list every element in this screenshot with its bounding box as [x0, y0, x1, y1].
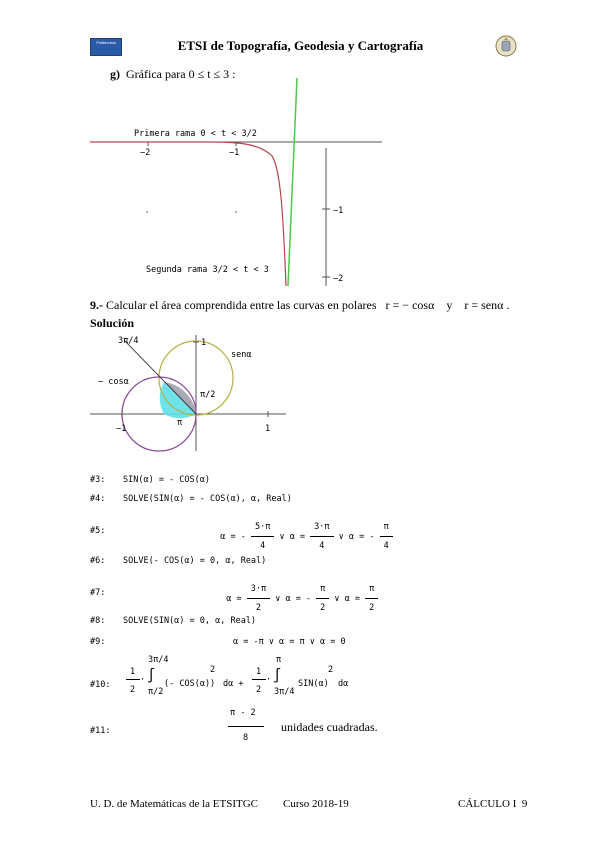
label-pi: π [177, 418, 183, 428]
page-number: 9 [521, 798, 528, 810]
ray-3pi4 [124, 340, 196, 414]
label-sen: senα [231, 350, 252, 360]
label-primera-rama: Primera rama 0 < t < 3/2 [134, 129, 257, 139]
expr-11-denominator: 8 [243, 733, 249, 743]
label-3pi4: 3π/4 [118, 336, 139, 346]
expr-11-unit: unidades cuadradas. [281, 720, 378, 734]
expr-9-number: #9: [90, 637, 106, 647]
x-tick-neg2: −2 [140, 148, 151, 158]
page-header-title: ETSI de Topografía, Geodesia y Cartografía [177, 38, 424, 53]
footer-left: U. D. de Matemáticas de la ETSITGC [90, 798, 259, 810]
expr-11-fraction-bar [228, 726, 264, 727]
footer-center: Curso 2018-19 [283, 798, 349, 810]
school-crest-icon [494, 34, 518, 58]
expr-5: α = - $\frac{5\cdot\pi}{4}$ ∨ α = $\frac{3\cdot\pi}{4}$ ∨ α = - $\frac{\pi}{4}$ [210, 512, 393, 551]
label-pi2: π/2 [200, 390, 216, 400]
expr-8: SOLVE(SIN(α) = 0, α, Real) [123, 616, 257, 626]
expr-4: SOLVE(SIN(α) = - COS(α), α, Real) [123, 494, 292, 504]
label-neg-cos: − cosα [98, 377, 129, 387]
x-tick-1: 1 [265, 424, 271, 434]
label-segunda-rama: Segunda rama 3/2 < t < 3 [146, 265, 269, 275]
y-tick-neg2: −2 [333, 274, 344, 284]
expr-7-number: #7: [90, 588, 106, 598]
segunda-rama-curve [288, 78, 297, 286]
expr-8-number: #8: [90, 616, 106, 626]
expr-10-number: #10: [90, 680, 111, 690]
expr-7: α = $\frac{3\cdot\pi}{2}$ ∨ α = - $\frac{\pi}{2}$ ∨ α = $\frac{\pi}{2}$ [216, 574, 378, 613]
section-g-heading: g) Gráfica para 0 ≤ t ≤ 3 : [110, 67, 236, 81]
problem-9-statement: 9.- Calcular el área comprendida entre las curvas en polares r = − cosα y r = senα . [90, 298, 510, 312]
x-tick-neg1: −1 [116, 424, 127, 434]
expr-3-number: #3: [90, 475, 106, 485]
university-logo: Politécnica [90, 38, 122, 56]
expr-11-number: #11: [90, 726, 111, 736]
expr-5-number: #5: [90, 526, 106, 536]
solucion-heading: Solución [90, 316, 135, 330]
parametric-graph [90, 78, 390, 290]
polar-curves-graph [88, 333, 288, 453]
y-tick-neg1: −1 [333, 206, 344, 216]
x-tick-neg1: −1 [229, 148, 240, 158]
expr-10: 1 2 · 3π/4 ∫ π/2 (- COS(α)) 2 dα + 1 2 · π ∫ 3π/4 SIN(α) 2 dα [120, 655, 380, 705]
y-tick-1: 1 [201, 338, 207, 348]
expr-4-number: #4: [90, 494, 106, 504]
expr-11-numerator: π - 2 [230, 708, 256, 718]
expr-6: SOLVE(- COS(α) = 0, α, Real) [123, 556, 267, 566]
expr-9: α = -π ∨ α = π ∨ α = 0 [233, 637, 346, 647]
expr-3: SIN(α) = - COS(α) [123, 475, 210, 485]
expr-6-number: #6: [90, 556, 106, 566]
footer-right: CÁLCULO I 9 [458, 798, 528, 810]
